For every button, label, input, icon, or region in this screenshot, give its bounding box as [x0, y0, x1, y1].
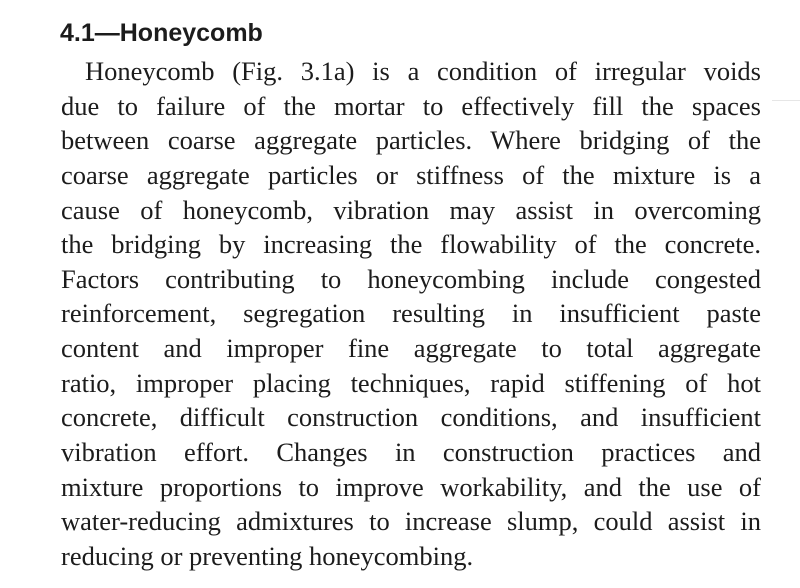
body-line: ratio, improper placing techniques, rapid stiffening of hot: [61, 367, 761, 398]
body-line: due to failure of the mortar to effectively fill the spaces: [61, 90, 761, 121]
body-line: vibration effort. Changes in construction practices and: [61, 437, 761, 468]
body-line: the bridging by increasing the flowability of the concrete.: [61, 229, 761, 260]
body-line: water-reducing admixtures to increase slump, could assist in: [61, 506, 761, 537]
page-edge-rule: [772, 100, 800, 101]
body-line: coarse aggregate particles or stiffness of the mixture is a: [61, 159, 761, 190]
body-line: mixture proportions to improve workability, and the use of: [61, 471, 761, 502]
body-line: content and improper fine aggregate to total aggregate: [61, 333, 761, 364]
body-line: between coarse aggregate particles. Where bridging of the: [61, 125, 761, 156]
body-line: concrete, difficult construction conditions, and insufficient: [61, 402, 761, 433]
body-line: reinforcement, segregation resulting in insufficient paste: [61, 298, 761, 329]
body-line: cause of honeycomb, vibration may assist in overcoming: [61, 194, 761, 225]
body-line: Factors contributing to honeycombing include congested: [61, 263, 761, 294]
section-body: [61, 54, 761, 574]
section-heading: 4.1—Honeycomb: [60, 19, 263, 47]
body-line: Honeycomb (Fig. 3.1a) is a condition of irregular voids: [85, 56, 761, 86]
body-line: reducing or preventing honeycombing.: [61, 540, 474, 571]
